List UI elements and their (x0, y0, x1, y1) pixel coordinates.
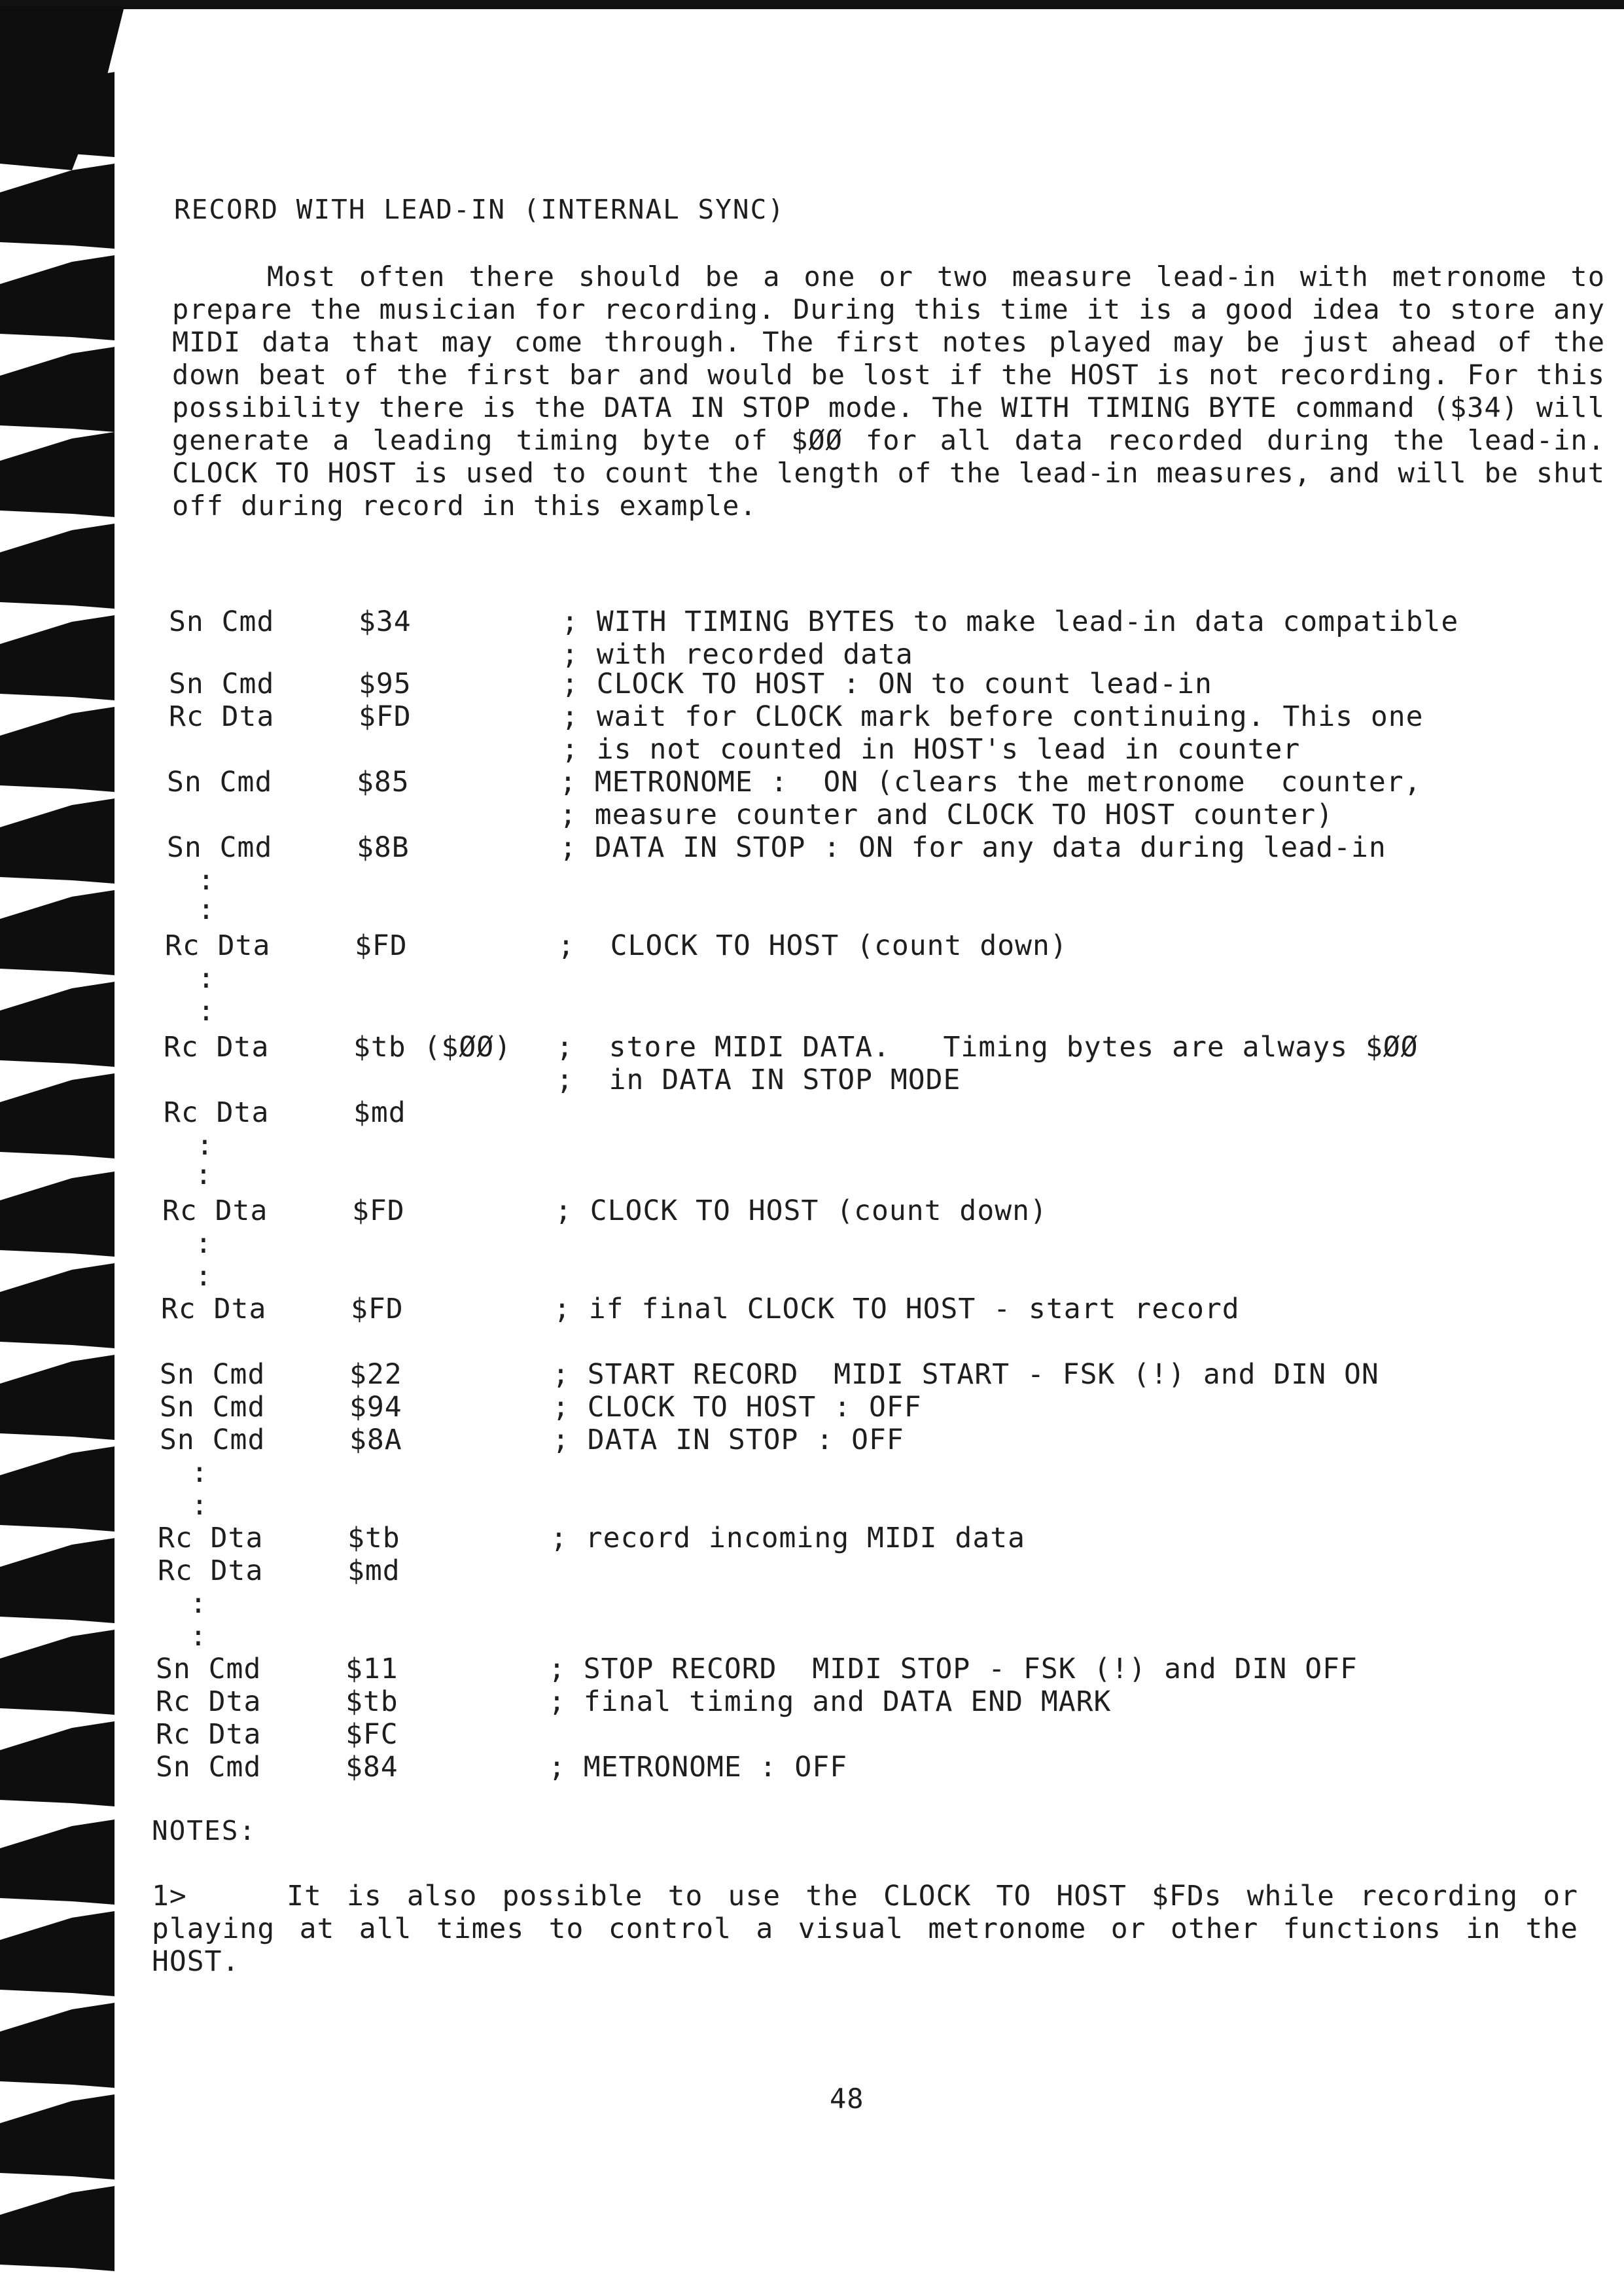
code-op: Rc Dta (156, 1718, 262, 1751)
binding-ring (0, 1538, 115, 1623)
code-op: Sn Cmd (160, 1391, 266, 1424)
ellipsis-colon: : (198, 893, 215, 926)
code-op: Sn Cmd (169, 668, 275, 700)
code-op: Rc Dta (158, 1554, 264, 1587)
ellipsis-colon: : (195, 1158, 213, 1191)
notes-header: NOTES: (152, 1815, 257, 1846)
code-op: Sn Cmd (169, 605, 275, 638)
code-op: Rc Dta (161, 1293, 267, 1325)
binding-ring (0, 1355, 115, 1440)
code-comment: ; WITH TIMING BYTES to make lead-in data compatible (561, 605, 1459, 638)
binding-ring (0, 1721, 115, 1806)
code-comment: ; final timing and DATA END MARK (548, 1685, 1112, 1718)
code-comment: ; CLOCK TO HOST : OFF (552, 1391, 922, 1424)
code-comment: ; wait for CLOCK mark before continuing. This one (561, 700, 1424, 733)
code-comment: ; record incoming MIDI data (550, 1522, 1025, 1554)
code-comment: ; with recorded data (561, 638, 913, 671)
code-op: Sn Cmd (156, 1751, 262, 1784)
binding-ring (0, 982, 115, 1067)
ellipsis-colon: : (195, 1227, 213, 1260)
code-comment: ; is not counted in HOST's lead in counter (561, 733, 1301, 766)
binding-ring (0, 1630, 115, 1715)
code-operand: $FC (345, 1718, 398, 1751)
code-operand: $8B (357, 831, 410, 864)
page-number: 48 (830, 2083, 864, 2115)
intro-paragraph (172, 260, 1605, 522)
code-comment: ; CLOCK TO HOST (count down) (557, 929, 1068, 962)
binding-ring (0, 2186, 115, 2271)
binding-ring (0, 1820, 115, 1905)
ellipsis-colon: : (195, 1260, 213, 1293)
code-operand: $8A (349, 1424, 402, 1456)
code-comment: ; METRONOME : OFF (548, 1751, 848, 1784)
ellipsis-colon: : (198, 962, 215, 995)
code-operand: $95 (359, 668, 412, 700)
binding-ring (0, 432, 115, 517)
code-operand: $11 (345, 1653, 398, 1685)
code-operand: $94 (349, 1391, 402, 1424)
code-op: Rc Dta (162, 1194, 268, 1227)
code-operand: $md (347, 1554, 400, 1587)
note-1-marker: 1> (152, 1880, 187, 1912)
code-operand: $FD (351, 1293, 404, 1325)
code-op: Rc Dta (156, 1685, 262, 1718)
code-comment: ; START RECORD MIDI START - FSK (!) and DIN ON (552, 1358, 1379, 1391)
note-1 (152, 1880, 1578, 1978)
code-op: Sn Cmd (167, 831, 273, 864)
code-op: Rc Dta (165, 929, 271, 962)
ellipsis-colon: : (198, 864, 215, 897)
binding-ring (0, 798, 115, 884)
code-op: Rc Dta (158, 1522, 264, 1554)
binding-ring (0, 524, 115, 609)
binding-ring (0, 707, 115, 792)
code-op: Sn Cmd (160, 1424, 266, 1456)
binding-ring (0, 615, 115, 700)
code-operand: $FD (352, 1194, 405, 1227)
page-top-edge (0, 0, 1624, 9)
binding-ring (0, 347, 115, 432)
code-comment: ; store MIDI DATA. Timing bytes are always $ØØ (556, 1031, 1419, 1064)
code-operand: $85 (357, 766, 410, 798)
code-comment: ; if final CLOCK TO HOST - start record (554, 1293, 1240, 1325)
ellipsis-colon: : (198, 995, 215, 1028)
code-op: Sn Cmd (160, 1358, 266, 1391)
code-comment: ; METRONOME : ON (clears the metronome counter, (559, 766, 1422, 798)
binding-ring (0, 2094, 115, 2179)
binding-ring (0, 1073, 115, 1158)
ellipsis-colon: : (190, 1587, 207, 1620)
ellipsis-colon: : (190, 1620, 207, 1653)
code-comment: ; STOP RECORD MIDI STOP - FSK (!) and DIN OFF (548, 1653, 1358, 1685)
code-operand: $tb ($ØØ) (353, 1031, 512, 1064)
code-operand: $tb (347, 1522, 400, 1554)
binding-ring (0, 890, 115, 975)
binding-ring (0, 2003, 115, 2088)
binding-ring (0, 164, 115, 249)
code-comment: ; DATA IN STOP : ON for any data during lead-in (559, 831, 1386, 864)
code-operand: $22 (349, 1358, 402, 1391)
section-title: RECORD WITH LEAD-IN (INTERNAL SYNC) (174, 194, 785, 225)
ellipsis-colon: : (196, 1129, 214, 1162)
code-comment: ; CLOCK TO HOST : ON to count lead-in (561, 668, 1212, 700)
code-op: Rc Dta (164, 1031, 270, 1064)
code-comment: ; DATA IN STOP : OFF (552, 1424, 904, 1456)
code-op: Rc Dta (169, 700, 275, 733)
ellipsis-colon: : (191, 1456, 209, 1489)
code-operand: $FD (355, 929, 408, 962)
binding-ring (0, 255, 115, 340)
code-comment: ; measure counter and CLOCK TO HOST counter) (559, 798, 1334, 831)
code-operand: $34 (359, 605, 412, 638)
intro-text: Most often there should be a one or two measure lead-in with metronome to prepare the musician for recording. During this time it is a good idea to store any MIDI data that may come through. The first notes played may be just ahead of the down beat of the first bar and would be lost if the HOST is not recording. For this possibility there is the DATA IN STOP mode. The WITH TIMING BYTE command ($34) will generate a leading timing byte of $ØØ for all data recorded during the lead-in. CLOCK TO HOST is used to count the length of the lead-in measures, and will be shut off during record in this example. (172, 260, 1605, 522)
code-comment: ; CLOCK TO HOST (count down) (555, 1194, 1048, 1227)
code-operand: $md (353, 1096, 406, 1129)
spiral-binding (0, 0, 131, 2296)
binding-ring (0, 1446, 115, 1532)
code-op: Sn Cmd (167, 766, 273, 798)
code-comment: ; in DATA IN STOP MODE (556, 1064, 961, 1096)
code-operand: $84 (345, 1751, 398, 1784)
ellipsis-colon: : (191, 1489, 209, 1522)
code-op: Rc Dta (164, 1096, 270, 1129)
binding-ring (0, 1911, 115, 1996)
code-operand: $tb (345, 1685, 398, 1718)
note-1-text: It is also possible to use the CLOCK TO HOST $FDs while recording or playing at all times to control a visual metronome or other functions in the HOST. (152, 1880, 1578, 1978)
binding-ring (0, 1172, 115, 1257)
code-op: Sn Cmd (156, 1653, 262, 1685)
binding-ring (0, 1263, 115, 1348)
code-operand: $FD (359, 700, 412, 733)
